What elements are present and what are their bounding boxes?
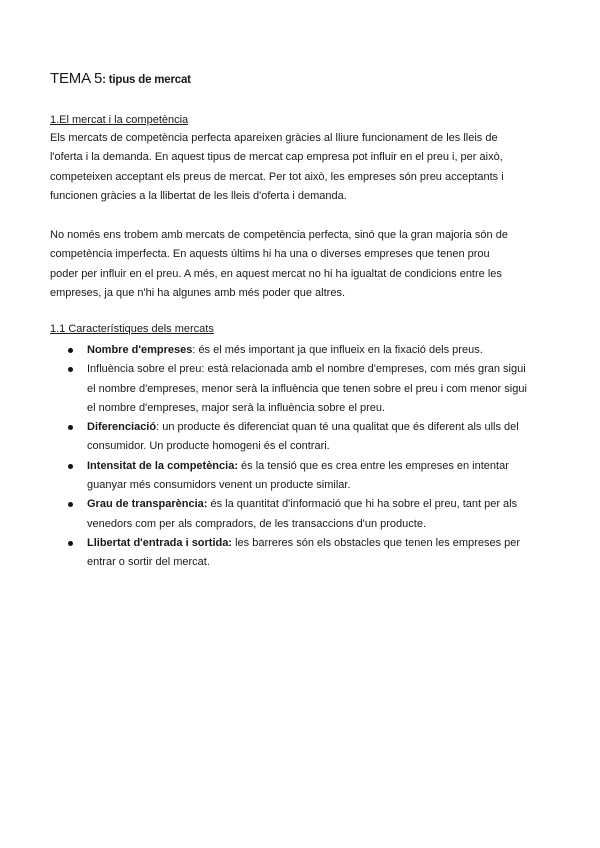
- list-item: [68, 457, 528, 496]
- bullet-icon: [68, 367, 73, 372]
- document-title: [50, 70, 191, 87]
- bullet-icon: [68, 425, 73, 430]
- bullet-icon: [68, 502, 73, 507]
- list-item-term: Diferenciació: [87, 421, 157, 434]
- section-1-paragraph-1: Els mercats de competència perfecta apareixen gràcies al lliure funcionament de les lleis de l'oferta i la demanda. En aquest tipus de mercat cap empresa pot influir en el preu i, per això, competeixen acceptant els preus de mercat. Per tot això, les empreses són preu acceptants i funcionen gràcies a la llibertat de les lleis d'oferta i demanda.: [50, 132, 504, 202]
- title-main: TEMA 5: [50, 70, 103, 87]
- list-item-text: : és el més important ja que influeix en la fixació dels preus.: [192, 344, 483, 356]
- list-item: [68, 534, 528, 573]
- list-item-term: Llibertat d'entrada i sortida:: [87, 536, 233, 549]
- characteristics-list: [68, 341, 528, 573]
- list-item: [68, 341, 528, 360]
- section-1-1-heading: 1.1 Característiques dels mercats: [50, 323, 214, 335]
- bullet-icon: [68, 541, 73, 546]
- bullet-icon: [68, 348, 73, 353]
- list-item-text: : un producte és diferenciat quan té una qualitat que és diferent als ulls del consumidor. Un producte homogeni és el contrari.: [87, 421, 519, 453]
- list-item: [68, 360, 528, 418]
- title-sub: : tipus de mercat: [102, 74, 191, 86]
- list-item-term: Grau de transparència:: [87, 498, 208, 511]
- list-item: [68, 495, 528, 534]
- list-item-text: és la quantitat d'informació que hi ha sobre el preu, tant per als venedors com per als compradors, de les transaccions d'un producte.: [87, 498, 518, 530]
- section-1-paragraph-2: No només ens trobem amb mercats de competència perfecta, sinó que la gran majoria són de competència imperfecta. En aquests últims hi ha una o diverses empreses que tenen prou poder per influir en el preu. A més, en aquest mercat no hi ha igualtat de condicions entre les empreses, ja que n'hi ha algunes amb més poder que altres.: [50, 229, 508, 299]
- bullet-icon: [68, 464, 73, 469]
- list-item-text: Influència sobre el preu: està relacionada amb el nombre d'empreses, com més gran sigui el nombre d'empreses, menor serà la influència que tenen sobre el preu i com menor sigui el nombre d'empreses, major serà la influència sobre el preu.: [87, 363, 527, 414]
- list-item-term: Nombre d'empreses: [87, 344, 193, 356]
- list-item: [68, 418, 528, 457]
- list-item-text: les barreres són els obstacles que tenen les empreses per entrar o sortir del mercat.: [87, 536, 521, 569]
- list-item-term: Intensitat de la competència:: [87, 459, 238, 472]
- section-1-heading: 1.El mercat i la competència: [50, 114, 189, 126]
- list-item-text: és la tensió que es crea entre les empreses en intentar guanyar més consumidors venent un producte similar.: [87, 459, 509, 492]
